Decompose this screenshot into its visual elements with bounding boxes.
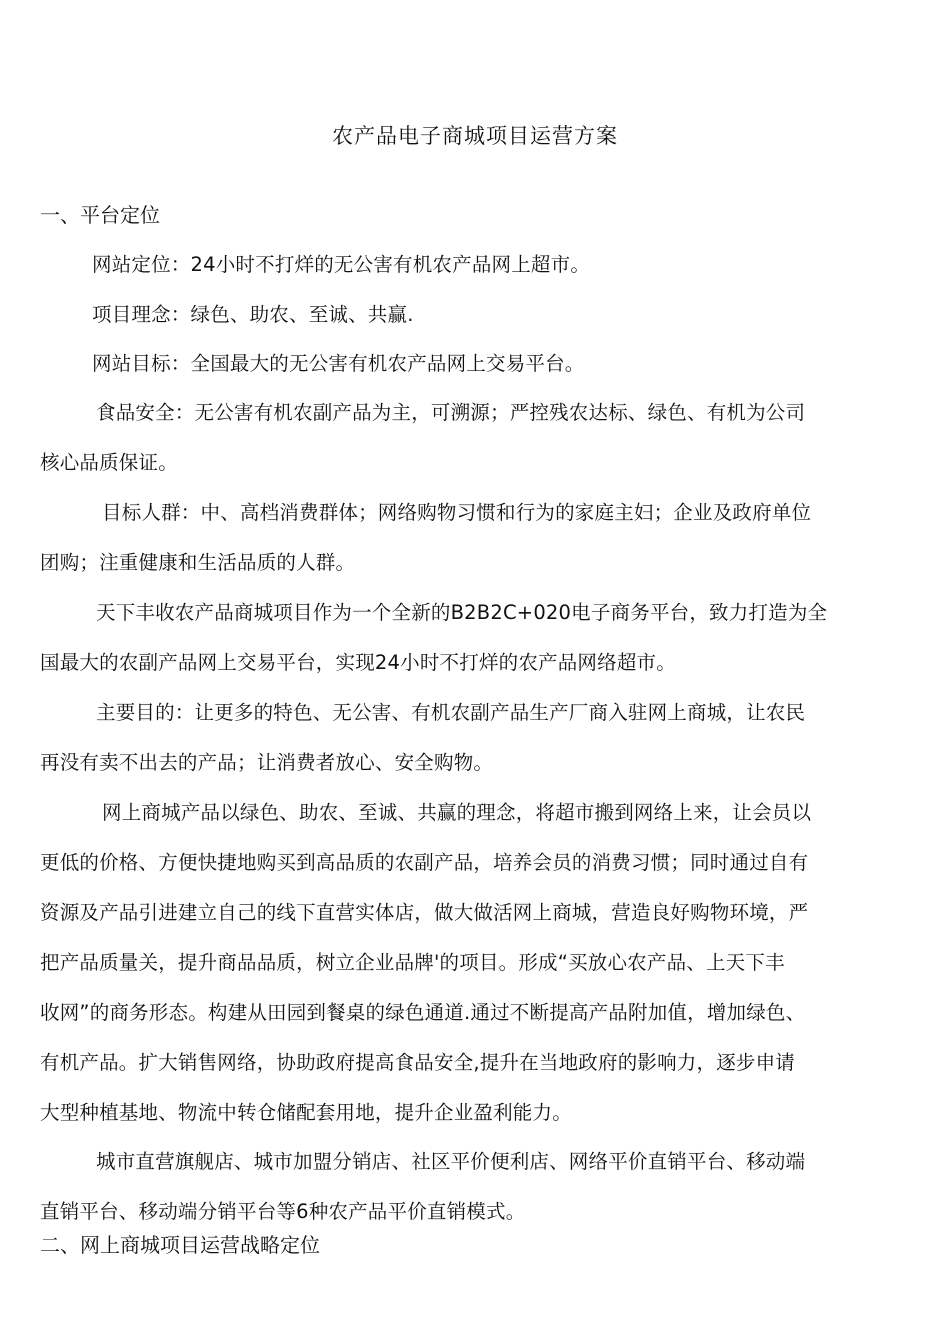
paragraph-line: 更低的价格、方便快捷地购买到高品质的农副产品，培养会员的消费习惯；同时通过自有 — [40, 851, 809, 874]
paragraph-line: 直销平台、移动端分销平台等6种农产品平价直销模式。 — [40, 1200, 526, 1223]
paragraph-line: 收网”的商务形态。构建从田园到餐桌的绿色通道.通过不断提高产品附加值，增加绿色、 — [40, 1001, 806, 1024]
paragraph-line: 食品安全：无公害有机农副产品为主，可溯源；严控残农达标、绿色、有机为公司 — [96, 401, 806, 424]
paragraph-platform — [40, 588, 918, 688]
paragraph-online-mall — [40, 788, 918, 1138]
paragraph-line: 再没有卖不出去的产品；让消费者放心、安全购物。 — [40, 751, 494, 774]
paragraph-food-safety — [40, 388, 918, 488]
paragraph-line: 网上商城产品以绿色、助农、至诚、共赢的理念，将超市搬到网络上来，让会员以 — [102, 801, 812, 824]
paragraph-line: 项目理念：绿色、助农、至诚、共赢. — [92, 303, 414, 326]
paragraph-main-purpose — [40, 688, 918, 788]
paragraph-line: 大型种植基地、物流中转仓储配套用地，提升企业盈利能力。 — [40, 1101, 572, 1124]
paragraph-line: 团购；注重健康和生活品质的人群。 — [40, 551, 356, 574]
paragraph-site-positioning — [92, 240, 950, 290]
paragraph-line: 网站目标：全国最大的无公害有机农产品网上交易平台。 — [92, 352, 585, 375]
paragraph-line: 天下丰收农产品商城项目作为一个全新的B2B2C+020电子商务平台，致力打造为全 — [96, 601, 828, 624]
section-heading-operation-strategy: 二、网上商城项目运营战略定位 — [40, 1233, 320, 1257]
paragraph-target-group — [40, 488, 918, 588]
paragraph-project-idea — [92, 290, 950, 340]
paragraph-line: 资源及产品引进建立自己的线下直营实体店，做大做活网上商城，营造良好购物环境，严 — [40, 901, 809, 924]
paragraph-line: 主要目的：让更多的特色、无公害、有机农副产品生产厂商入驻网上商城，让农民 — [96, 701, 806, 724]
paragraph-direct-sales — [40, 1137, 918, 1237]
document-title: 农产品电子商城项目运营方案 — [332, 124, 618, 148]
paragraph-line: 目标人群：中、高档消费群体；网络购物习惯和行为的家庭主妇；企业及政府单位 — [102, 501, 812, 524]
paragraph-line: 核心品质保证。 — [40, 451, 178, 474]
paragraph-site-goal — [92, 339, 950, 389]
paragraph-line: 网站定位：24小时不打烊的无公害有机农产品网上超市。 — [92, 253, 591, 276]
section-heading-platform-positioning: 一、平台定位 — [40, 203, 160, 227]
paragraph-line: 把产品质量关，提升商品品质，树立企业品牌'的项目。形成“买放心农产品、上天下丰 — [40, 951, 785, 974]
paragraph-line: 城市直营旗舰店、城市加盟分销店、社区平价便利店、网络平价直销平台、移动端 — [96, 1150, 806, 1173]
paragraph-line: 国最大的农副产品网上交易平台，实现24小时不打烊的农产品网络超市。 — [40, 651, 676, 674]
paragraph-line: 有机产品。扩大销售网络，协助政府提高食品安全,提升在当地政府的影响力，逐步申请 — [40, 1051, 795, 1074]
